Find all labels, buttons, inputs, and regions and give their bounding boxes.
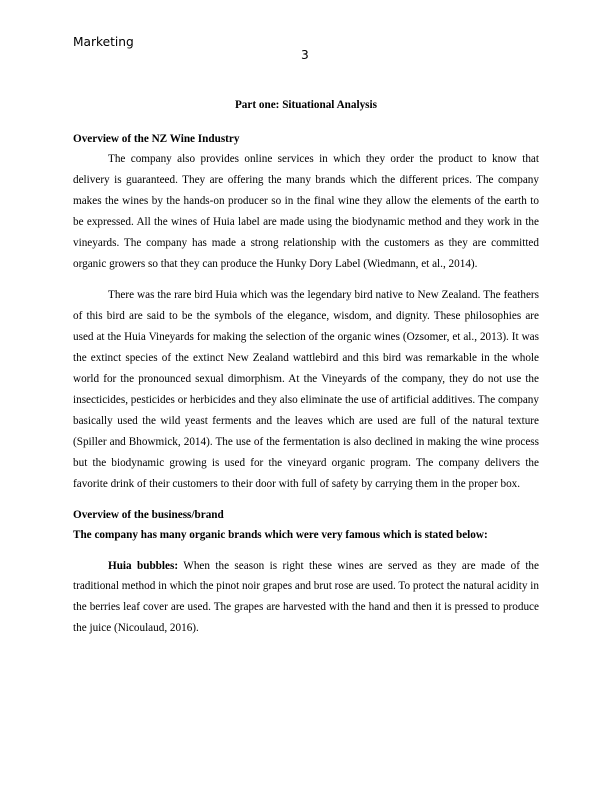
industry-overview-heading: Overview of the NZ Wine Industry	[73, 133, 240, 145]
brand-item-term: Huia bubbles:	[108, 559, 179, 572]
brand-item-huia-bubbles	[73, 556, 539, 640]
spacer	[73, 545, 539, 556]
industry-paragraph-2: There was the rare bird Huia which was the legendary bird native to New Zealand. The feathers of this bird are said to be the symbols of the elegance, wisdom, and dignity. These philosophies are used at the Huia Vineyards for making the selection of the organic wines (Ozsomer, et al., 2013). It was the extinct species of the extinct New Zealand wattlebird and this bird was remarkable in the whole world for the pronounced sexual dimorphism. At the Vineyards of the company, they do not use the insecticides, pesticides or herbicides and they also eliminate the use of artificial additives. The company basically used the wild yeast ferments and the leaves which are used are full of the natural texture (Spiller and Bhowmick, 2014). The use of the fermentation is also declined in making the wine process but the biodynamic growing is used for the vineyard organic program. The company delivers the favorite drink of their customers to their door with full of safety by carrying them in the proper box.	[73, 289, 539, 490]
page-number: 3	[301, 48, 309, 62]
brand-item-text: When the season is right these wines are served as they are made of the traditional method in which the pinot noir grapes and brut rose are used. To protect the natural acidity in the berries leaf cover are used. The grapes are harvested with the hand and then it is pressed to produce the juice (Nicoulaud, 2016).	[73, 559, 539, 635]
page-content	[73, 95, 539, 639]
running-head: Marketing	[73, 35, 134, 49]
brand-overview-heading: Overview of the business/brand	[73, 508, 224, 521]
section-title: Part one: Situational Analysis	[234, 99, 378, 111]
brand-overview-subheading: The company has many organic brands which were very famous which is stated below:	[73, 528, 488, 541]
spacer	[73, 495, 539, 505]
industry-paragraph-1: The company also provides online services in which they order the product to know that delivery is guaranteed. They are offering the many brands which the different prices. The company makes the wines by the hands-on producer so in the final wine they allow the elements of the earth to be expressed. All the wines of Huia label are made using the biodynamic method and they work in the vineyards. The company has made a strong relationship with the customers as they are committed organic growers so that they can produce the Hunky Dory Label (Wiedmann, et al., 2014).	[73, 153, 539, 270]
